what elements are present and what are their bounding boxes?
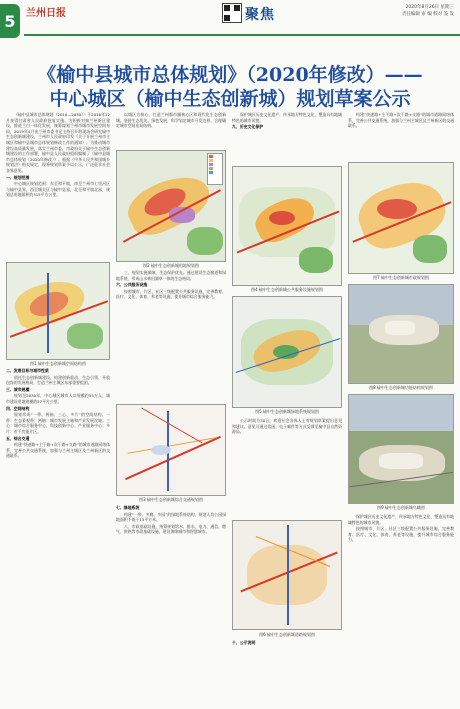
page-number: 5 <box>0 4 20 38</box>
article-paragraph: 保护城区历史文化遗产，传承地方特色文化，塑造具有地域特色的城市风貌。 <box>232 112 342 123</box>
headline <box>0 64 460 110</box>
map-figure-9 <box>348 394 454 504</box>
article-subheading: 四、空间结构 <box>6 405 30 411</box>
article-column-3b <box>232 418 342 518</box>
page-header <box>0 0 460 40</box>
article-subheading: 九、历史文化保护 <box>232 124 264 130</box>
qr-code-icon <box>222 3 242 23</box>
map-caption-2: 图2 榆中生态创新城用地规划图 <box>143 263 199 268</box>
article-subheading: 七、绿地系统 <box>116 505 140 510</box>
article-column-4b <box>348 514 454 700</box>
header-divider <box>24 34 460 36</box>
article-subheading: 一、规划范围 <box>6 174 30 180</box>
map-figure-5 <box>232 296 342 408</box>
map-caption-3: 图3 榆中生态创新城综合交通规划图 <box>139 497 203 502</box>
map-caption-5: 图5 榆中生态创新城绿地系统规划图 <box>255 409 319 414</box>
map-caption-1: 图1 榆中生态创新城空间结构图 <box>30 361 86 366</box>
article-paragraph: 按照城市、片区、社区三级配置公共服务设施，完善教育、医疗、文化、体育、养老等设施，提升城市综合服务能力。 <box>116 288 226 300</box>
section-title: 聚焦 <box>245 7 275 23</box>
map-caption-4: 图4 榆中生态创新城公共服务设施规划图 <box>251 287 323 292</box>
map-figure-8 <box>348 284 454 384</box>
article-paragraph: 按照城市、片区、社区三级配置公共服务设施，完善教育、医疗、文化、体育、养老等设施，提升城市综合服务能力。 <box>348 526 454 543</box>
map-caption-7: 图7 榆中生态创新城市政规划图 <box>373 275 429 280</box>
article-paragraph: 构建“快速路+主干路+次干路+支路”的城市道路网络体系，完善公共交通系统，加强与兰州主城区及兰州新区的交通联系。 <box>6 442 110 459</box>
editor-credit: 责任编辑 审 编 校对 签 发 <box>401 12 454 17</box>
map-figure-6 <box>232 520 342 630</box>
map-caption-9: 图9 榆中生态创新城鸟瞰图 <box>377 505 425 510</box>
article-column-2 <box>116 112 226 148</box>
article-paragraph: 八、市政基础设施，统筹规划给水、排水、电力、通信、燃气、供热等市政基础设施，建设海绵城市和智慧城市。 <box>116 523 226 535</box>
article-paragraph: 以城区为核心，打造兰州都市圈核心区和现代化生态创新城。坚持生态优先、绿色发展，科学划定城市开发边界，合理确定城市空间布局结构。 <box>116 112 226 129</box>
article-subheading: 六、公共服务设施 <box>116 282 148 288</box>
article-paragraph: 公示时间为30日，欢迎社会各界人士对规划草案提出意见和建议。意见可通过信函、电子邮件等方式反馈至榆中县自然资源局。 <box>232 418 342 435</box>
date-text: 2020年8月26日 星期三 <box>405 5 454 10</box>
article-column-2c <box>116 505 226 700</box>
map-legend <box>207 153 223 185</box>
article-paragraph: （榆中县城市总体规划（2010—2030））于2016年12月获得甘肃省人民政府批复实施。为积极对接兰州新区建设，推进兰白一体化发展，统筹谋划兰州市城市发展空间布局，2019年4月由兰州市委书记主持召开的现场会研究榆中生态创新城建设，兰州市人民政府印发《关于开展兰州市主城区和榆中县城市总体规划修改工作的通知》。为推动城市建设高质量发展，落实兰州市委、市政府关于榆中生态创新城建设的工作部署，榆中县人民政府组织编制了《榆中县城市总体规划（2020年修改）》。根据《中华人民共和国城乡规划法》相关规定，现将规划草案予以公示，广泛征求社会各界意见。 <box>6 112 110 173</box>
map-figure-3 <box>116 404 226 496</box>
newspaper-logo: 兰州日报 <box>26 8 66 19</box>
map-caption-8: 图8 榆中生态创新城功能结构规划图 <box>369 385 433 390</box>
article-subheading: 五、综合交通 <box>6 435 30 441</box>
article-paragraph: 依托生态创新城建设，构建创新驱动、生态引领、开放包容的发展格局，打造兰州主城区东部重要组团。 <box>6 374 110 386</box>
article-column-3 <box>232 112 342 162</box>
article-paragraph: 规划至2030年，中心城区城市人口规模约55万人，城市建设用地规模约57平方公里。 <box>6 393 110 404</box>
map-figure-1 <box>6 262 110 360</box>
article-paragraph: 中心城区规划范围：东至和平镇，南至兰州市七里河区与榆中县界，西至城关区与榆中县界，北至和平镇北部，规划总用地面积约315平方公里。 <box>6 181 110 198</box>
article-subheading: 十、公示说明 <box>232 640 256 645</box>
article-paragraph: 构建“一带、多廊、多园”的绿地系统结构，规划人均公园绿地面积不低于15平方米。 <box>116 511 226 523</box>
map-figure-7 <box>348 162 454 274</box>
article-paragraph: 三、规划实施保障，生态保护优先。通过建设生态廊道和绿地系统，形成山水林田湖草一体的生态格局。 <box>116 270 226 281</box>
headline-line-2: 中心城区（榆中生态创新城）规划草案公示 <box>49 88 411 110</box>
article-column-4 <box>348 112 454 160</box>
headline-line-1: 《榆中县城市总体规划》（2020年修改）—— <box>37 64 423 86</box>
map-figure-2 <box>116 150 226 262</box>
date-line <box>402 4 454 18</box>
article-column-1b <box>6 368 110 698</box>
article-column-3c <box>232 640 342 700</box>
article-paragraph: 构建“快速路+主干路+次干路+支路”的城市道路网络体系，完善公共交通系统，加强与兰州主城区及兰州新区的交通联系。 <box>348 112 454 129</box>
article-subheading: 三、城市规模 <box>6 386 30 392</box>
map-caption-6: 图6 榆中生态创新城道路规划图 <box>259 632 315 637</box>
article-column-2b <box>116 270 226 402</box>
article-subheading: 二、发展目标与城市性质 <box>6 368 49 373</box>
article-paragraph: 保护城区历史文化遗产，传承地方特色文化，塑造具有地域特色的城市风貌。 <box>348 514 454 525</box>
article-column-1 <box>6 112 110 262</box>
article-paragraph: 规划形成“一带、两轴、三心、多片”的空间结构。一带：生态景观带；两轴：城市发展主轴和产业发展次轴；三心：城市综合服务中心、科技创新中心、产业服务中心；多片：若干功能片区。 <box>6 412 110 434</box>
map-figure-4 <box>232 166 342 286</box>
